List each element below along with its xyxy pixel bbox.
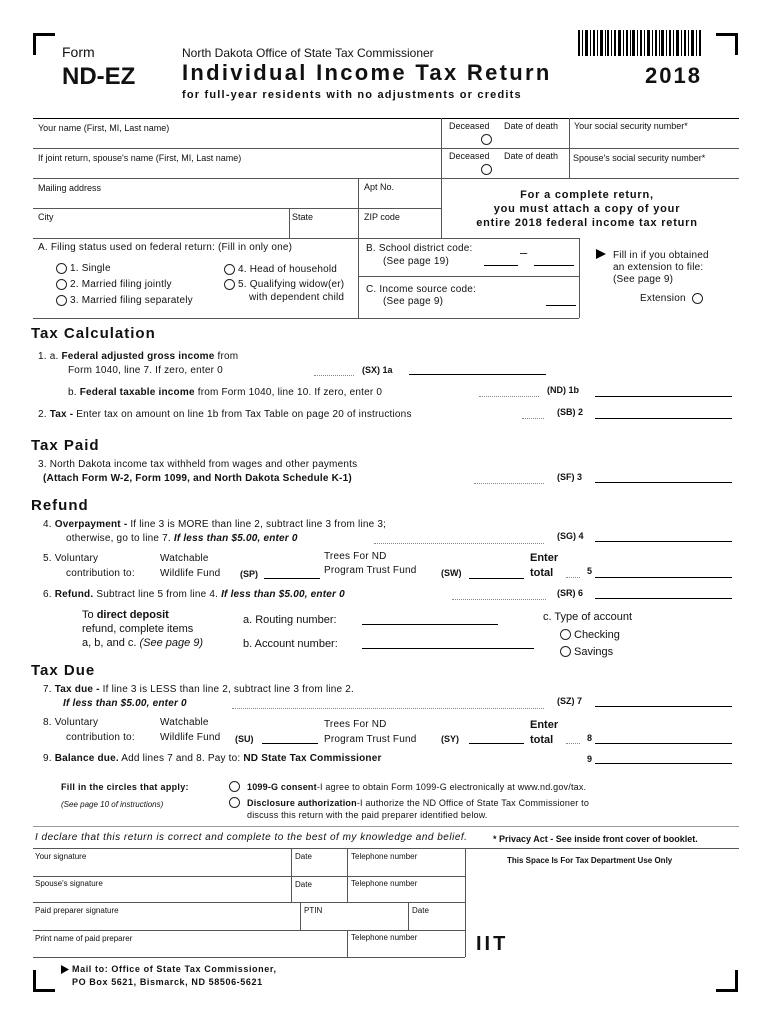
fill-circles-label: Fill in the circles that apply: — [61, 782, 189, 792]
your-signature-label: Your signature — [35, 852, 87, 861]
line-5-program: Program Trust Fund — [324, 565, 417, 576]
checking-label: Checking — [574, 629, 620, 641]
line-4-min: If less than $5.00, enter 0 — [173, 533, 298, 544]
line-9-input[interactable] — [595, 763, 732, 764]
divider — [33, 208, 441, 209]
disclosure-bold: Disclosure authorization — [247, 798, 357, 808]
line-9-payee: ND State Tax Commissioner — [243, 753, 382, 764]
line-4-bold: Overpayment - — [54, 519, 131, 530]
school-district-page: (See page 19) — [383, 256, 449, 267]
ssn-label: Your social security number* — [574, 121, 688, 131]
line-1b-bold: Federal taxable income — [79, 387, 195, 398]
line-8-enter: Enter — [530, 719, 559, 731]
line-8-trees: Trees For ND — [324, 719, 387, 730]
divider — [33, 178, 739, 179]
line-8-contribution: contribution to: — [66, 732, 135, 743]
line-2-bold: Tax - — [49, 409, 77, 420]
mailing-address-label: Mailing address — [38, 183, 102, 193]
line-6-code: (SR) 6 — [557, 588, 584, 598]
school-district-input-1[interactable] — [484, 265, 518, 266]
line-2-post: Enter tax on amount on line 1b from Tax Table on page 20 of instructions — [76, 409, 412, 420]
zip-label: ZIP code — [364, 212, 400, 222]
tax-paid-heading: Tax Paid — [31, 437, 100, 454]
direct-deposit-page: (See page 9) — [139, 637, 204, 649]
extension-note-3: (See page 9) — [613, 274, 674, 285]
divider — [358, 276, 579, 277]
ptin-label: PTIN — [304, 906, 323, 915]
savings-radio[interactable] — [560, 646, 571, 657]
line-9-bold: Balance due. — [54, 753, 119, 764]
divider — [300, 902, 301, 930]
school-district-input-2[interactable] — [534, 265, 574, 266]
line-6-prefix: 6. — [43, 589, 55, 600]
divider — [33, 957, 465, 958]
routing-number-input[interactable] — [362, 624, 498, 625]
spouse-telephone-label: Telephone number — [351, 879, 418, 888]
attach-notice-2: you must attach a copy of your — [493, 203, 681, 215]
line-1a-prefix: 1. a. — [38, 351, 62, 362]
corner-mark — [33, 970, 55, 992]
line-1b-input[interactable] — [595, 396, 732, 397]
line-6-mid: Subtract line 5 from line 4. — [93, 589, 222, 600]
line-4-input[interactable] — [595, 541, 732, 542]
attach-notice-3: entire 2018 federal income tax return — [476, 217, 698, 229]
line-8-program: Program Trust Fund — [324, 734, 417, 745]
line-7-prefix: 7. — [43, 684, 55, 695]
line-8-total: total — [530, 734, 554, 746]
line-2-input[interactable] — [595, 418, 732, 419]
line-4-text: otherwise, go to line 7. — [66, 533, 174, 544]
line-9-mid: Add lines 7 and 8. Pay to: — [118, 753, 244, 764]
divider — [569, 118, 570, 178]
agency-name: North Dakota Office of State Tax Commissioner — [182, 46, 434, 60]
declaration-text: I declare that this return is correct and complete to the best of my knowledge and belief. — [35, 832, 468, 843]
single-radio[interactable] — [56, 263, 67, 274]
line-5-wildlife-input[interactable] — [264, 578, 320, 579]
privacy-act-note: * Privacy Act - See inside front cover of booklet. — [493, 834, 698, 844]
1099g-consent-text: -I agree to obtain Form 1099-G electronically at www.nd.gov/tax. — [316, 782, 587, 792]
line-1b-post: from Form 1040, line 10. If zero, enter 0 — [194, 387, 383, 398]
line-3-attach: (Attach Form W-2, Form 1099, and North Dakota Schedule K-1) — [43, 473, 352, 484]
line-2-code: (SB) 2 — [557, 407, 584, 417]
line-5-watchable: Watchable — [160, 553, 209, 564]
barcode — [578, 30, 702, 56]
disclosure-circle[interactable] — [229, 797, 240, 808]
mail-to-line-1: Mail to: Office of State Tax Commissioner, — [72, 964, 277, 974]
fill-circles-page: (See page 10 of instructions) — [61, 800, 164, 809]
qualifying-widow-radio[interactable] — [224, 279, 235, 290]
line-9-prefix: 9. — [43, 753, 55, 764]
name-label: Your name (First, MI, Last name) — [38, 123, 170, 133]
line-1b-prefix: b. — [68, 387, 80, 398]
leader-dots — [314, 375, 354, 376]
divider — [358, 178, 359, 318]
disclosure-text: -I authorize the ND Office of State Tax Commissioner to — [356, 798, 590, 808]
line-7-min: If less than $5.00, enter 0 — [63, 698, 187, 709]
leader-dots — [232, 708, 544, 709]
preparer-telephone-label: Telephone number — [351, 933, 418, 942]
account-label: b. Account number: — [243, 638, 338, 650]
tax-year: 2018 — [645, 63, 702, 88]
line-5-wildlife: Wildlife Fund — [160, 568, 221, 579]
department-use-label: This Space Is For Tax Department Use Only — [507, 856, 673, 865]
leader-dots — [566, 577, 580, 578]
line-8-watchable: Watchable — [160, 717, 209, 728]
form-word: Form — [62, 44, 95, 60]
line-8-wildlife-input[interactable] — [262, 743, 318, 744]
extension-circle[interactable] — [692, 293, 703, 304]
divider — [291, 848, 292, 902]
direct-deposit-bold: direct deposit — [96, 609, 169, 621]
divider — [347, 848, 348, 902]
line-1a-code: (SX) 1a — [362, 365, 393, 375]
income-source-input[interactable] — [546, 305, 576, 306]
divider — [579, 238, 580, 318]
line-3-input[interactable] — [595, 482, 732, 483]
divider — [408, 902, 409, 930]
leader-dots — [374, 543, 544, 544]
divider — [33, 930, 465, 931]
apt-label: Apt No. — [364, 182, 395, 192]
divider — [465, 848, 466, 957]
deceased-circle[interactable] — [481, 134, 492, 145]
arrow-right-icon — [596, 249, 606, 259]
direct-deposit-text-3: a, b, and c. — [82, 637, 140, 649]
line-5-sw: (SW) — [441, 568, 462, 578]
leader-dots — [452, 599, 546, 600]
line-4-prefix: 4. — [43, 519, 55, 530]
attach-notice-1: For a complete return, — [520, 189, 654, 201]
line-8-num: 8 — [587, 733, 593, 743]
line-1a-input[interactable] — [409, 374, 546, 375]
spouse-date-label: Date — [295, 880, 312, 889]
extension-label: Extension — [640, 293, 686, 304]
school-district-dash: – — [520, 245, 528, 260]
line-4-code: (SG) 4 — [557, 531, 584, 541]
form-title: Individual Income Tax Return — [182, 60, 552, 85]
spouse-ssn-label: Spouse's social security number* — [573, 153, 706, 163]
line-8-wildlife: Wildlife Fund — [160, 732, 221, 743]
line-2-prefix: 2. — [38, 409, 50, 420]
line-1a-bold: Federal adjusted gross income — [61, 351, 215, 362]
spouse-deceased-circle[interactable] — [481, 164, 492, 175]
divider — [441, 118, 442, 238]
date-of-death-label: Date of death — [504, 121, 559, 131]
extension-note-2: an extension to file: — [613, 262, 704, 273]
line-5-enter: Enter — [530, 552, 559, 564]
line-7-post: If line 3 is LESS than line 2, subtract line 3 from line 2. — [102, 684, 355, 695]
corner-mark — [716, 970, 738, 992]
deceased-label: Deceased — [449, 121, 490, 131]
married-jointly-radio[interactable] — [56, 279, 67, 290]
line-5-total: total — [530, 567, 554, 579]
1099g-consent-circle[interactable] — [229, 781, 240, 792]
line-1b-code: (ND) 1b — [547, 385, 579, 395]
arrow-right-icon — [61, 965, 69, 974]
spouse-date-of-death-label: Date of death — [504, 151, 559, 161]
divider — [33, 902, 465, 903]
line-8-voluntary: 8. Voluntary — [43, 717, 99, 728]
line-4-post: If line 3 is MORE than line 2, subtract line 3 from line 3; — [130, 519, 387, 530]
account-number-input[interactable] — [362, 648, 534, 649]
line-6-input[interactable] — [595, 598, 732, 599]
divider — [347, 930, 348, 957]
account-type-label: c. Type of account — [543, 611, 633, 623]
spouse-signature-label: Spouse's signature — [35, 879, 103, 888]
leader-dots — [474, 483, 544, 484]
preparer-signature-label: Paid preparer signature — [35, 906, 119, 915]
1099g-consent-bold: 1099-G consent — [247, 782, 317, 792]
date-label: Date — [295, 852, 312, 861]
line-5-contribution: contribution to: — [66, 568, 135, 579]
disclosure-text-2: discuss this return with the paid preparer identified below. — [247, 810, 488, 820]
line-1a-post: from — [214, 351, 239, 362]
city-label: City — [38, 212, 54, 222]
divider — [33, 876, 465, 877]
direct-deposit-text-2: refund, complete items — [82, 623, 194, 635]
checking-radio[interactable] — [560, 629, 571, 640]
mail-to-line-2: PO Box 5621, Bismarck, ND 58506-5621 — [72, 977, 263, 987]
corner-mark — [716, 33, 738, 55]
filing-status-heading: A. Filing status used on federal return: (Fill in only one) — [38, 242, 293, 253]
line-6-min: If less than $5.00, enter 0 — [221, 589, 345, 600]
divider — [33, 848, 739, 849]
spouse-deceased-label: Deceased — [449, 151, 490, 161]
line-8-input[interactable] — [595, 743, 732, 744]
income-source-page: (See page 9) — [383, 296, 444, 307]
line-1a-text: Form 1040, line 7. If zero, enter 0 — [68, 365, 223, 376]
tax-due-heading: Tax Due — [31, 662, 96, 679]
divider — [33, 318, 579, 319]
line-7-input[interactable] — [595, 706, 732, 707]
married-separately-radio[interactable] — [56, 295, 67, 306]
divider — [33, 118, 739, 119]
direct-deposit-text: To — [82, 609, 97, 621]
divider — [33, 826, 739, 827]
line-9-num: 9 — [587, 754, 593, 764]
school-district-label: B. School district code: — [366, 243, 473, 254]
single-label: 1. Single — [70, 263, 111, 274]
extension-note-1: Fill in if you obtained — [613, 250, 709, 261]
telephone-label: Telephone number — [351, 852, 418, 861]
form-subtitle: for full-year residents with no adjustments or credits — [182, 89, 522, 101]
divider — [33, 238, 579, 239]
line-5-trees: Trees For ND — [324, 551, 387, 562]
line-5-num: 5 — [587, 566, 593, 576]
line-5-voluntary: 5. Voluntary — [43, 553, 99, 564]
refund-heading: Refund — [31, 497, 89, 514]
preparer-date-label: Date — [412, 906, 429, 915]
routing-label: a. Routing number: — [243, 614, 337, 626]
leader-dots — [479, 396, 539, 397]
tax-calculation-heading: Tax Calculation — [31, 325, 156, 342]
line-8-trees-input[interactable] — [469, 743, 524, 744]
divider — [289, 208, 290, 238]
savings-label: Savings — [574, 646, 614, 658]
corner-mark — [33, 33, 55, 55]
form-name: ND-EZ — [62, 63, 136, 90]
line-6-bold: Refund. — [54, 589, 94, 600]
spouse-name-label: If joint return, spouse's name (First, MI, Last name) — [38, 153, 242, 163]
head-of-household-label: 4. Head of household — [238, 264, 338, 275]
line-5-input[interactable] — [595, 577, 732, 578]
income-source-label: C. Income source code: — [366, 284, 477, 295]
name-input[interactable] — [38, 133, 433, 147]
married-jointly-label: 2. Married filing jointly — [70, 279, 172, 290]
line-8-sy: (SY) — [441, 734, 459, 744]
line-8-su: (SU) — [235, 734, 254, 744]
line-5-sp: (SP) — [240, 569, 258, 579]
line-3-code: (SF) 3 — [557, 472, 583, 482]
line-3-text: 3. North Dakota income tax withheld from wages and other payments — [38, 459, 358, 470]
form-code: IIT — [476, 933, 509, 955]
leader-dots — [522, 418, 544, 419]
qualifying-widow-label: 5. Qualifying widow(er) — [238, 279, 345, 290]
leader-dots — [566, 743, 580, 744]
preparer-name-label: Print name of paid preparer — [35, 934, 133, 943]
married-separately-label: 3. Married filing separately — [70, 295, 193, 306]
line-5-trees-input[interactable] — [469, 578, 524, 579]
line-7-code: (SZ) 7 — [557, 696, 583, 706]
qualifying-widow-label-2: with dependent child — [249, 292, 345, 303]
head-of-household-radio[interactable] — [224, 264, 235, 275]
state-label: State — [292, 212, 314, 222]
divider — [33, 148, 739, 149]
line-7-bold: Tax due - — [54, 684, 103, 695]
